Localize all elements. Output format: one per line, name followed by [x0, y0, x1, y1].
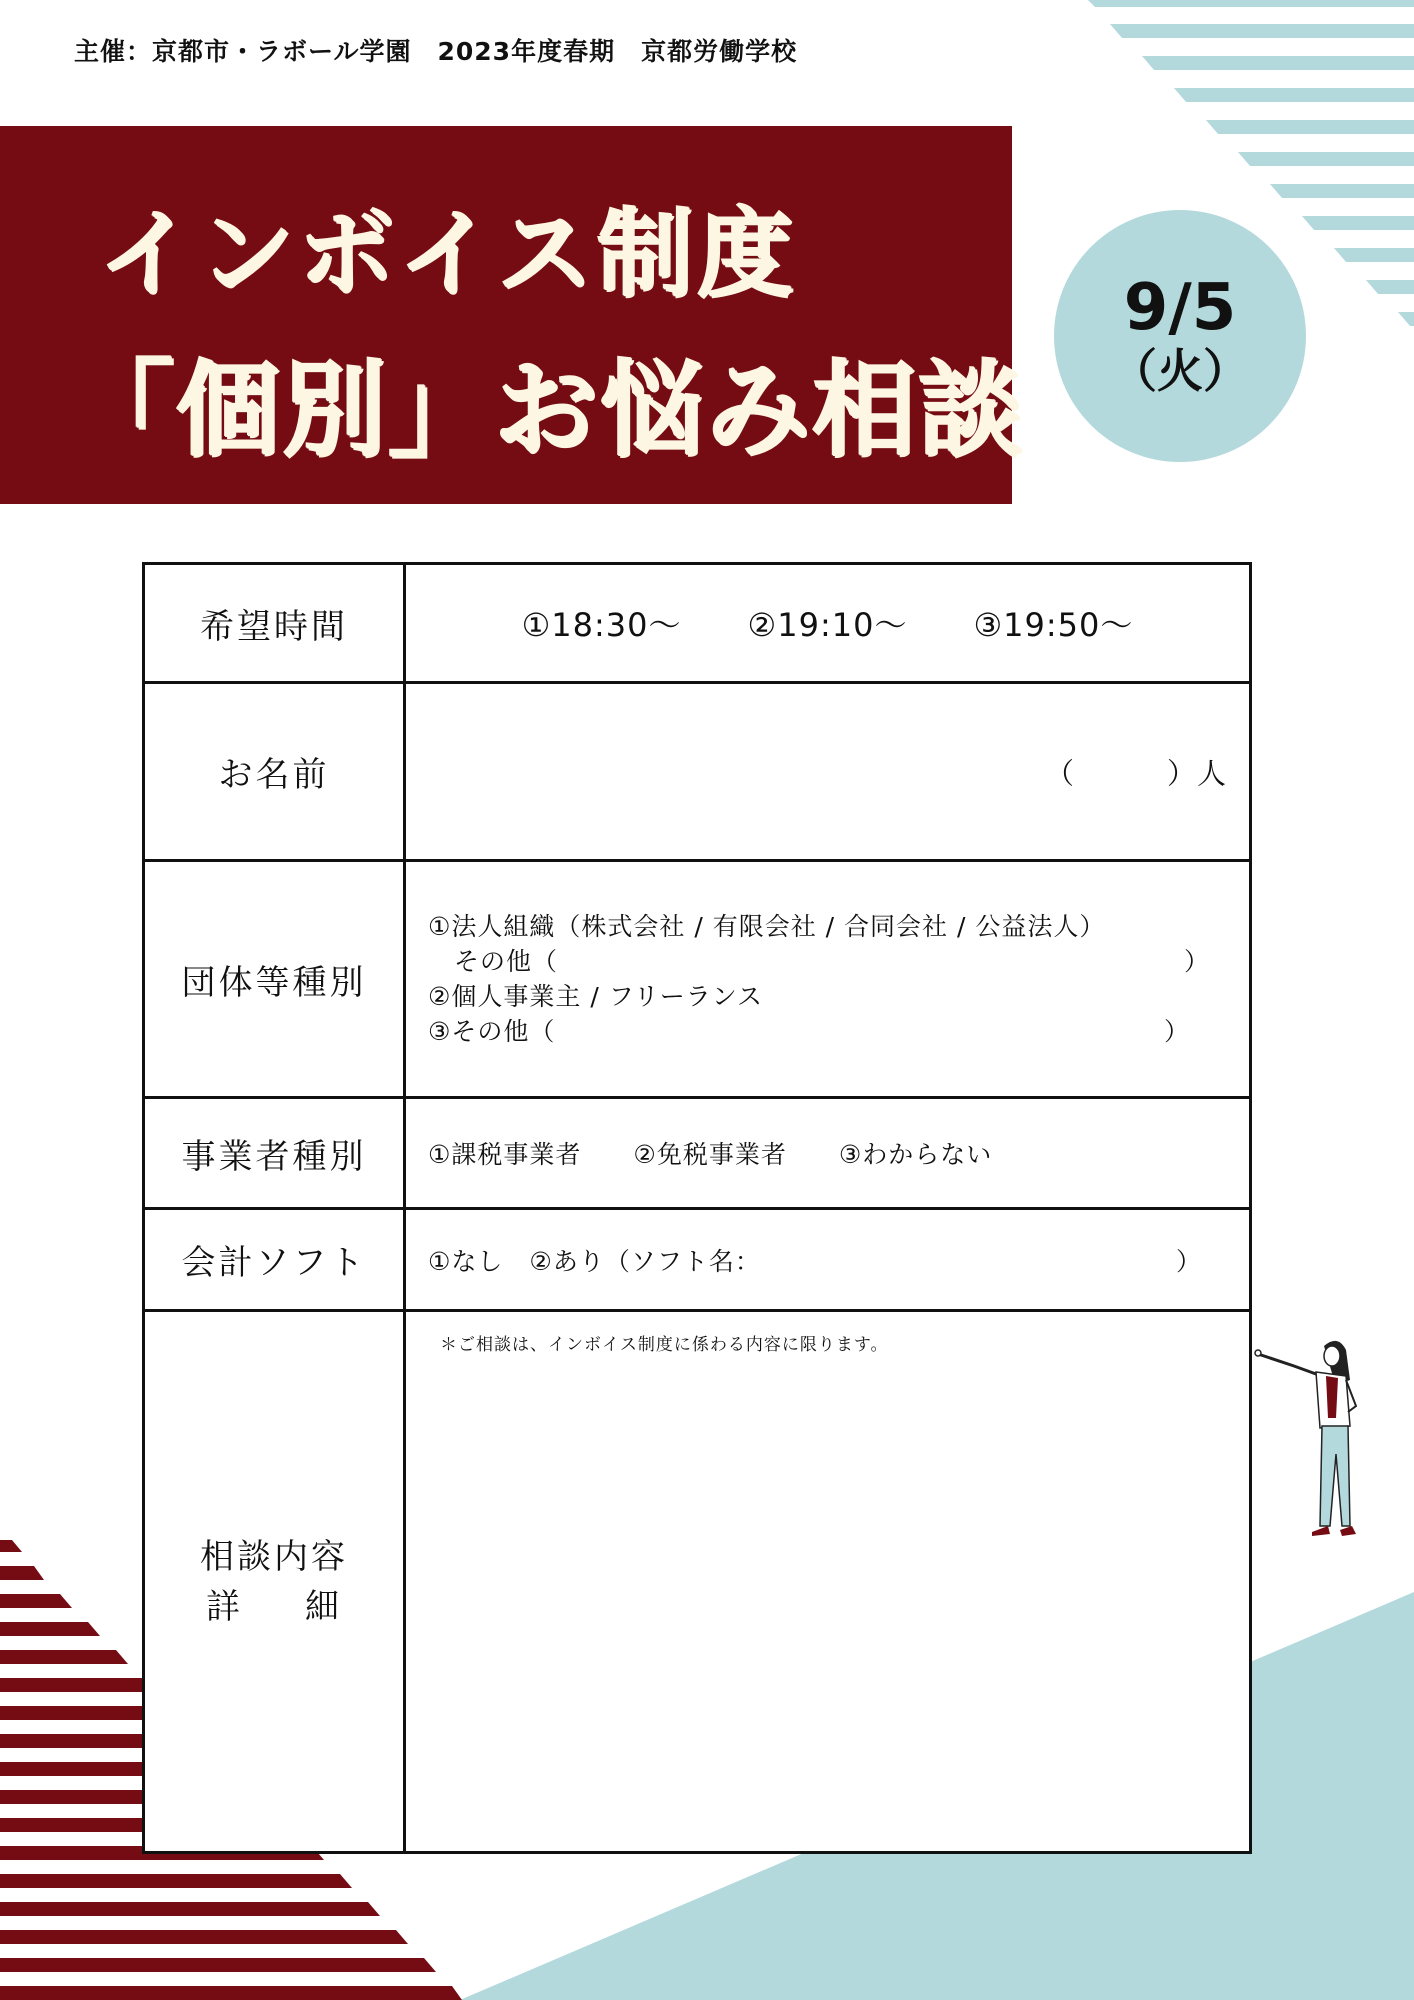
- business-type-option-exempt[interactable]: ②免税事業者: [633, 1140, 787, 1169]
- time-option-2[interactable]: ②19:10～: [747, 606, 908, 644]
- business-type-option-taxable[interactable]: ①課税事業者: [428, 1140, 582, 1169]
- form-row-org-type: [144, 861, 1251, 1098]
- org-type-option-sole-proprietor[interactable]: ②個人事業主 / フリーランス: [428, 982, 763, 1011]
- people-count-field[interactable]: （ ）人: [1044, 756, 1227, 790]
- details-label-line1: 相談内容: [200, 1536, 348, 1577]
- form-row-details: [144, 1311, 1251, 1853]
- details-note: ＊ご相談は、インボイス制度に係わる内容に限ります。: [440, 1335, 889, 1355]
- org-type-option-corporation[interactable]: ①法人組織（株式会社 / 有限会社 / 合同会社 / 公益法人）: [428, 912, 1106, 941]
- form-row-name: [144, 683, 1251, 861]
- details-field[interactable]: [405, 1311, 1251, 1853]
- software-field[interactable]: ①なし ②あり（ソフト名： ）: [405, 1209, 1251, 1311]
- details-label-line2: 詳 細: [206, 1586, 342, 1627]
- title-line-1: インボイス制度: [98, 198, 798, 310]
- form-row-business-type: [144, 1098, 1251, 1209]
- org-type-label: 団体等種別: [144, 861, 405, 1098]
- name-field[interactable]: [405, 683, 1251, 861]
- name-label: お名前: [144, 683, 405, 861]
- title-line-2: 「個別」お悩み相談: [70, 349, 1025, 471]
- form-row-software: [144, 1209, 1251, 1311]
- consultation-form: [142, 562, 1252, 1854]
- software-label: 会計ソフト: [144, 1209, 405, 1311]
- org-type-option-other[interactable]: ③その他（ ）: [428, 1017, 1191, 1046]
- software-options[interactable]: ①なし ②あり（ソフト名：: [428, 1246, 761, 1276]
- time-option-1[interactable]: ①18:30～: [521, 606, 682, 644]
- date-badge: [1054, 210, 1306, 462]
- presenter-woman-illustration: [1254, 1336, 1364, 1548]
- date-main: 9/5: [1123, 271, 1237, 346]
- details-label: [144, 1311, 405, 1853]
- business-type-label: 事業者種別: [144, 1098, 405, 1209]
- org-type-options: [405, 861, 1251, 1098]
- org-type-option-corporation-other[interactable]: その他（ ）: [428, 947, 1211, 976]
- time-option-3[interactable]: ③19:50～: [973, 606, 1134, 644]
- business-type-options: [405, 1098, 1251, 1209]
- time-label: 希望時間: [144, 564, 405, 683]
- form-row-time: [144, 564, 1251, 683]
- business-type-option-unknown[interactable]: ③わからない: [838, 1140, 993, 1169]
- date-weekday: （火）: [1111, 343, 1249, 398]
- organizer-line: 主催：京都市・ラボール学園 2023年度春期 京都労働学校: [74, 37, 798, 66]
- time-options: [405, 564, 1251, 683]
